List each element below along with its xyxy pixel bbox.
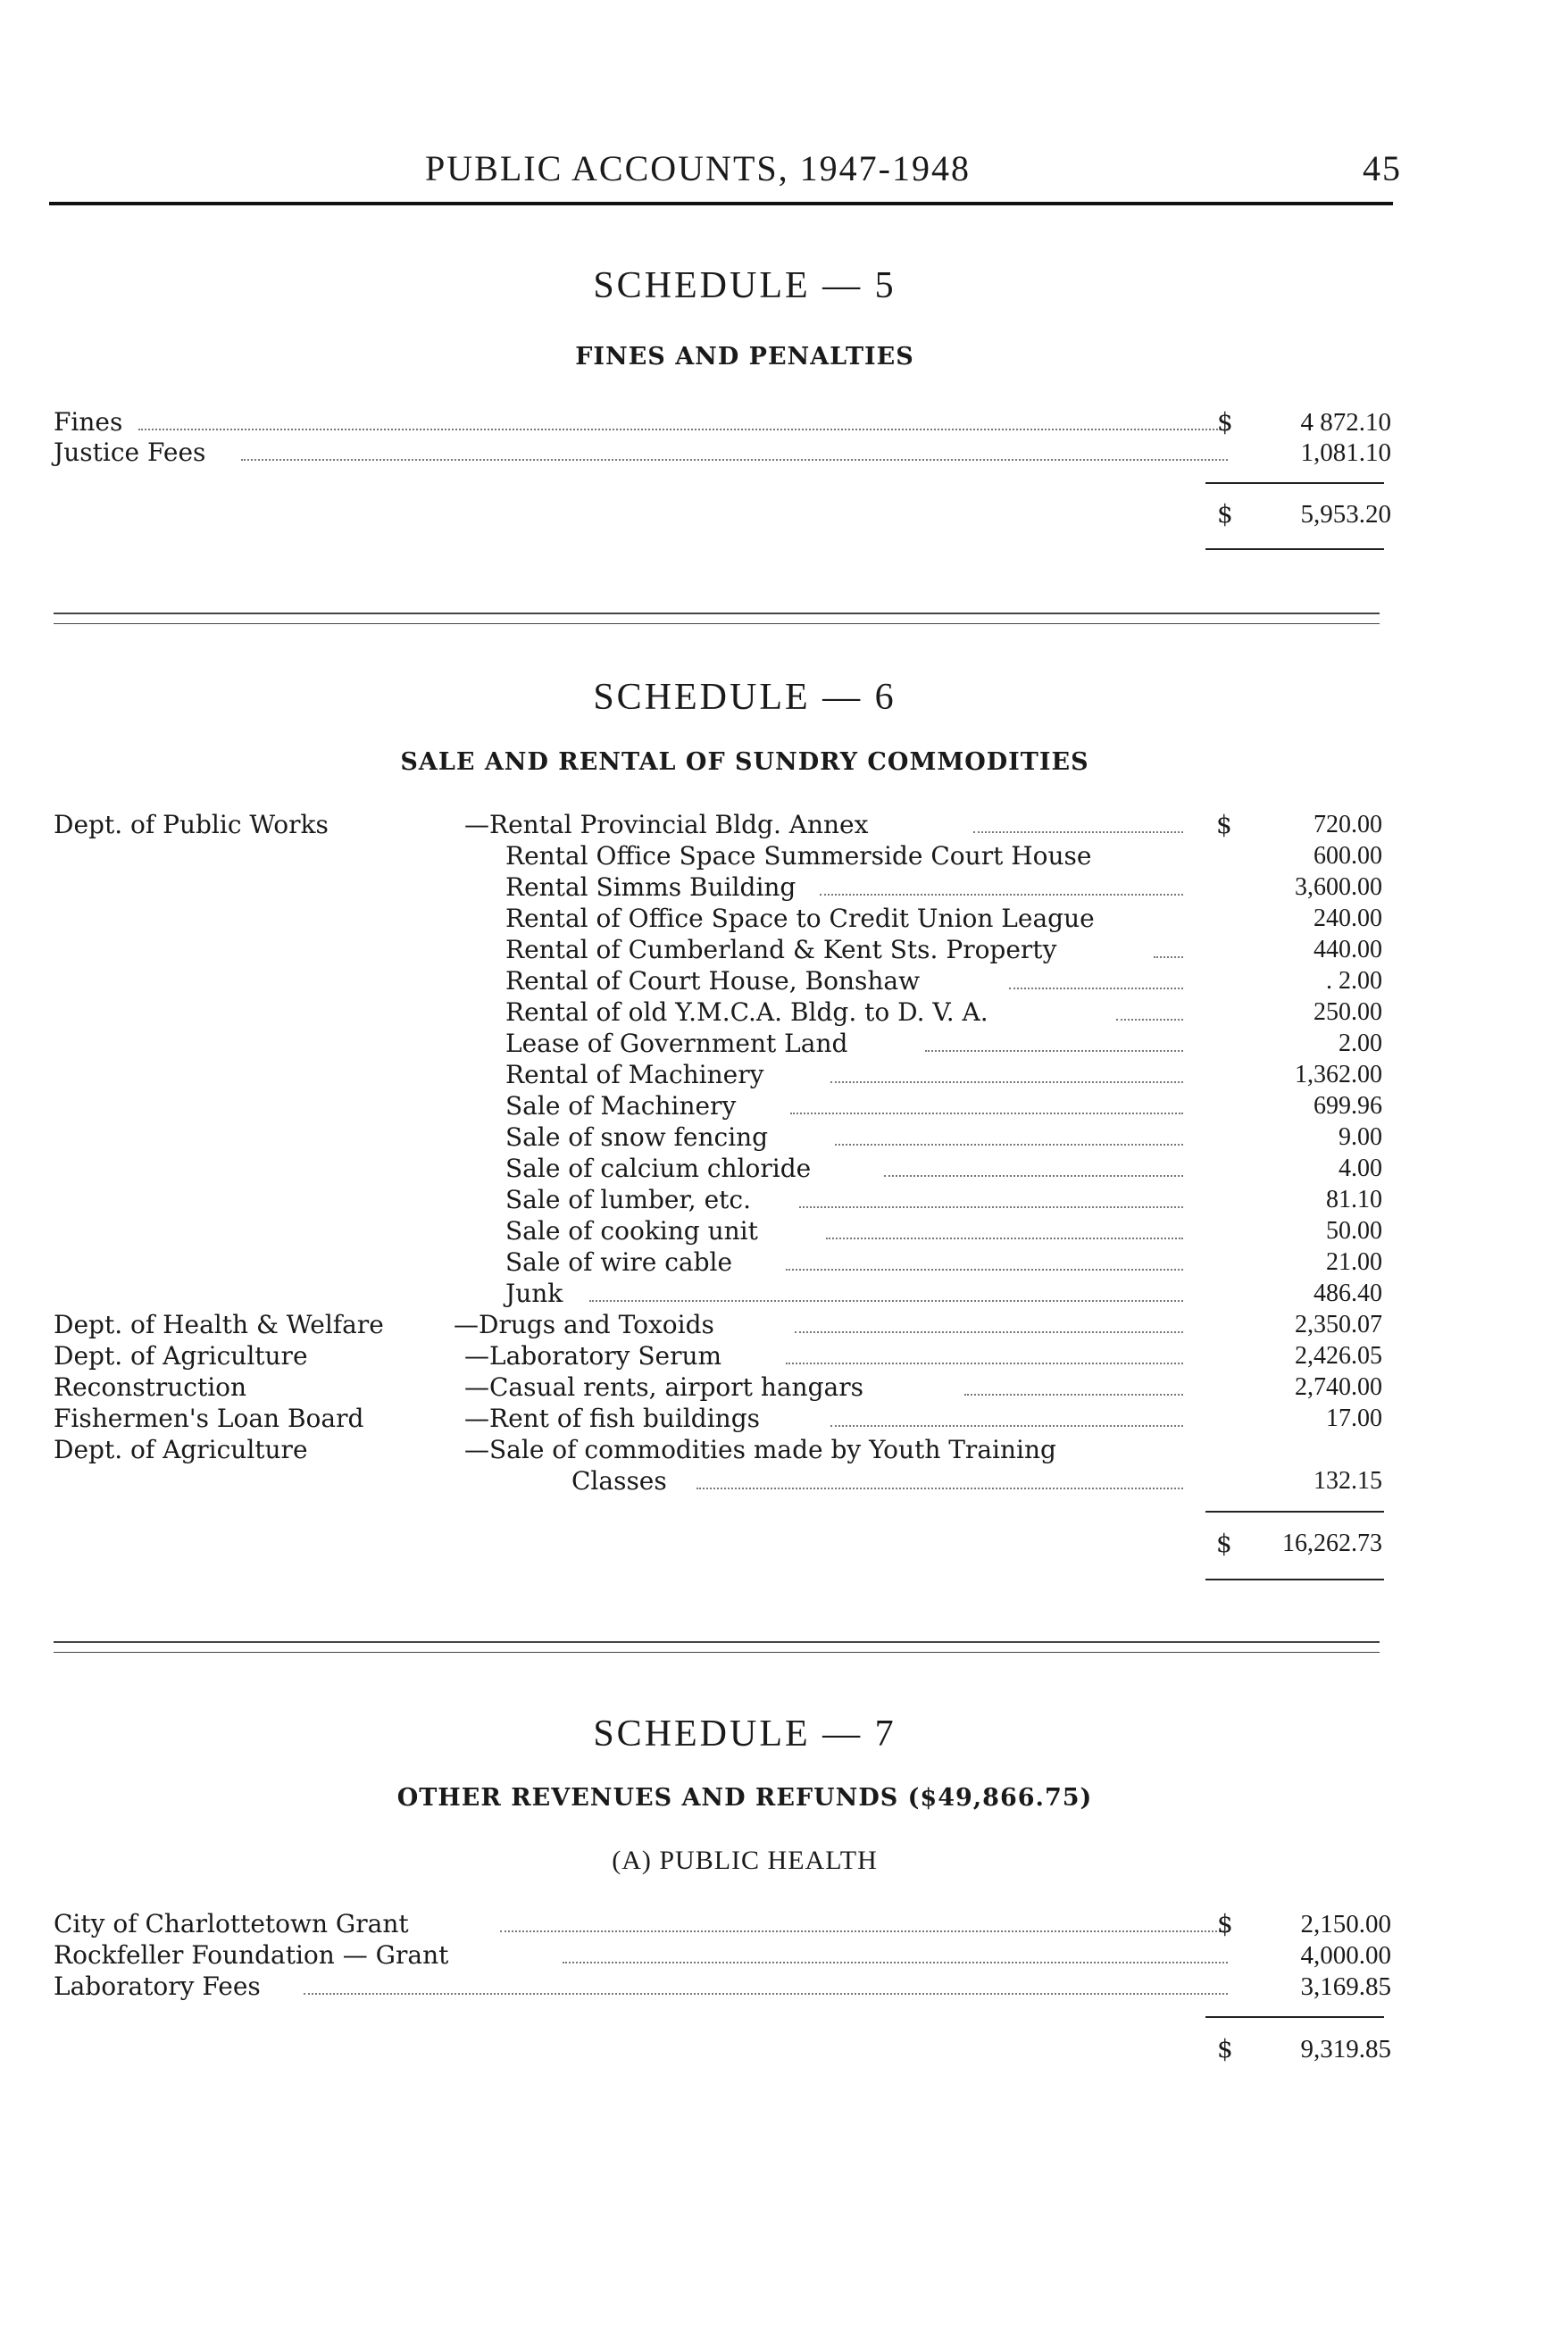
dot-leader [964,1394,1183,1396]
dot-leader [826,1238,1183,1239]
dot-leader [795,1331,1183,1333]
dollar-sign: $ [1217,2034,1233,2063]
item-amount: 440.00 [1314,936,1382,963]
item-description: Junk [505,1279,563,1308]
item-label: Justice Fees [54,438,206,467]
header-rule [49,202,1393,205]
schedule-6-subtitle: SALE AND RENTAL OF SUNDRY COMMODITIES [400,748,1089,776]
section-separator [54,1652,1380,1653]
dollar-sign: $ [1216,1529,1232,1558]
dot-leader [500,1930,1228,1932]
schedule-7-section-heading: (A) PUBLIC HEALTH [612,1846,878,1875]
schedule-7-subtitle: OTHER REVENUES AND REFUNDS ($49,866.75) [396,1784,1093,1812]
total-row [54,2033,1393,2065]
dollar-sign: $ [1217,407,1233,437]
dept-label: Dept. of Public Works [54,810,329,839]
item-description: Sale of cooking unit [505,1216,758,1246]
item-amount: 2,740.00 [1295,1373,1382,1401]
running-header-title: PUBLIC ACCOUNTS, 1947-1948 [425,148,971,188]
subtotal-rule [1205,1511,1384,1513]
item-description: Sale of lumber, etc. [505,1185,751,1214]
dollar-sign: $ [1216,810,1232,839]
item-amount: 1,081.10 [1300,438,1391,467]
item-amount: 720.00 [1314,811,1382,838]
item-description: —Rent of fish buildings [464,1404,761,1433]
dot-leader [696,1488,1183,1489]
page-number: 45 [1363,148,1402,188]
dot-leader [589,1300,1183,1302]
total-rule [1205,1579,1384,1580]
list-item [54,1908,1393,1940]
item-description: Rental of Office Space to Credit Union League [505,904,1095,933]
item-amount: . 2.00 [1326,967,1382,995]
item-description: Rental of old Y.M.C.A. Bldg. to D. V. A. [505,997,988,1027]
item-description: Rental of Machinery [505,1060,764,1089]
dot-leader [835,1144,1183,1146]
item-amount: 21.00 [1326,1248,1382,1276]
item-amount: 4,000.00 [1300,1941,1391,1970]
dot-leader [786,1269,1183,1271]
total-rule [1205,548,1384,550]
item-label: City of Charlottetown Grant [54,1909,409,1938]
schedule-5-title: SCHEDULE — 5 [593,265,897,306]
item-description: Rental Office Space Summerside Court House [505,841,1092,871]
item-amount: 4 872.10 [1300,408,1391,437]
item-amount: 2.00 [1339,1030,1382,1057]
dot-leader [799,1206,1183,1208]
list-item [54,406,1393,438]
item-amount: 2,150.00 [1300,1910,1391,1938]
item-description: Rental of Court House, Bonshaw [505,966,921,996]
dot-leader [925,1050,1183,1052]
item-amount: 600.00 [1314,842,1382,870]
schedule-6-title: SCHEDULE — 6 [593,677,897,718]
item-amount: 3,600.00 [1295,873,1382,901]
dot-leader [1009,988,1183,989]
dot-leader [304,1993,1228,1995]
dot-leader [1116,1019,1183,1021]
item-amount: 1,362.00 [1295,1061,1382,1088]
dot-leader [790,1113,1183,1114]
subtotal-rule [1205,482,1384,484]
list-item [54,1939,1393,1972]
list-item [54,437,1393,469]
item-amount: 17.00 [1326,1405,1382,1432]
dept-label: Dept. of Health & Welfare [54,1310,384,1339]
dept-label: Dept. of Agriculture [54,1341,308,1371]
item-label: Fines [54,407,123,437]
dot-leader [786,1363,1183,1364]
item-amount: 250.00 [1314,998,1382,1026]
item-description: —Laboratory Serum [464,1341,722,1371]
item-label: Laboratory Fees [54,1972,261,2001]
item-description: —Rental Provincial Bldg. Annex [464,810,869,839]
item-description: —Casual rents, airport hangars [464,1372,863,1402]
total-amount: 5,953.20 [1300,500,1391,529]
item-description: Rental Simms Building [505,872,797,902]
item-description: Rental of Cumberland & Kent Sts. Property [505,935,1057,964]
item-amount: 699.96 [1314,1092,1382,1120]
item-description: Sale of snow fencing [505,1122,769,1152]
item-amount: 2,350.07 [1295,1311,1382,1338]
dot-leader [830,1081,1183,1083]
section-separator [54,1641,1380,1643]
item-amount: 2,426.05 [1295,1342,1382,1370]
list-item [54,1971,1393,2003]
schedule-5-subtitle: FINES AND PENALTIES [575,343,914,371]
dollar-sign: $ [1217,499,1233,529]
item-label: Rockfeller Foundation — Grant [54,1940,449,1970]
item-description: —Sale of commodities made by Youth Training [464,1435,1056,1464]
item-description: Sale of Machinery [505,1091,737,1121]
item-amount: 50.00 [1326,1217,1382,1245]
dept-label: Reconstruction [54,1372,247,1402]
item-amount: 486.40 [1314,1280,1382,1307]
dot-leader [820,894,1183,896]
item-amount: 4.00 [1339,1155,1382,1182]
dot-leader [138,429,1228,430]
dot-leader [884,1175,1183,1177]
item-description: —Drugs and Toxoids [454,1310,714,1339]
item-amount: 132.15 [1314,1467,1382,1495]
item-description: Sale of wire cable [505,1247,733,1277]
total-row [54,498,1393,530]
item-amount: 240.00 [1314,905,1382,932]
dept-label: Fishermen's Loan Board [54,1404,364,1433]
schedule-7-title: SCHEDULE — 7 [593,1713,897,1755]
dot-leader [1154,956,1183,958]
dot-leader [241,459,1228,461]
subtotal-rule [1205,2016,1384,2018]
total-amount: 16,262.73 [1282,1530,1382,1557]
item-description: Sale of calcium chloride [505,1154,812,1183]
section-separator [54,623,1380,624]
item-amount: 81.10 [1326,1186,1382,1213]
dollar-sign: $ [1217,1909,1233,1938]
item-description: Lease of Government Land [505,1029,848,1058]
dot-leader [830,1425,1183,1427]
item-amount: 9.00 [1339,1123,1382,1151]
dept-label: Dept. of Agriculture [54,1435,308,1464]
item-description: Classes [571,1466,667,1496]
item-amount: 3,169.85 [1300,1972,1391,2001]
total-amount: 9,319.85 [1300,2035,1391,2063]
dot-leader [563,1962,1228,1963]
dot-leader [973,831,1183,833]
section-separator [54,613,1380,614]
